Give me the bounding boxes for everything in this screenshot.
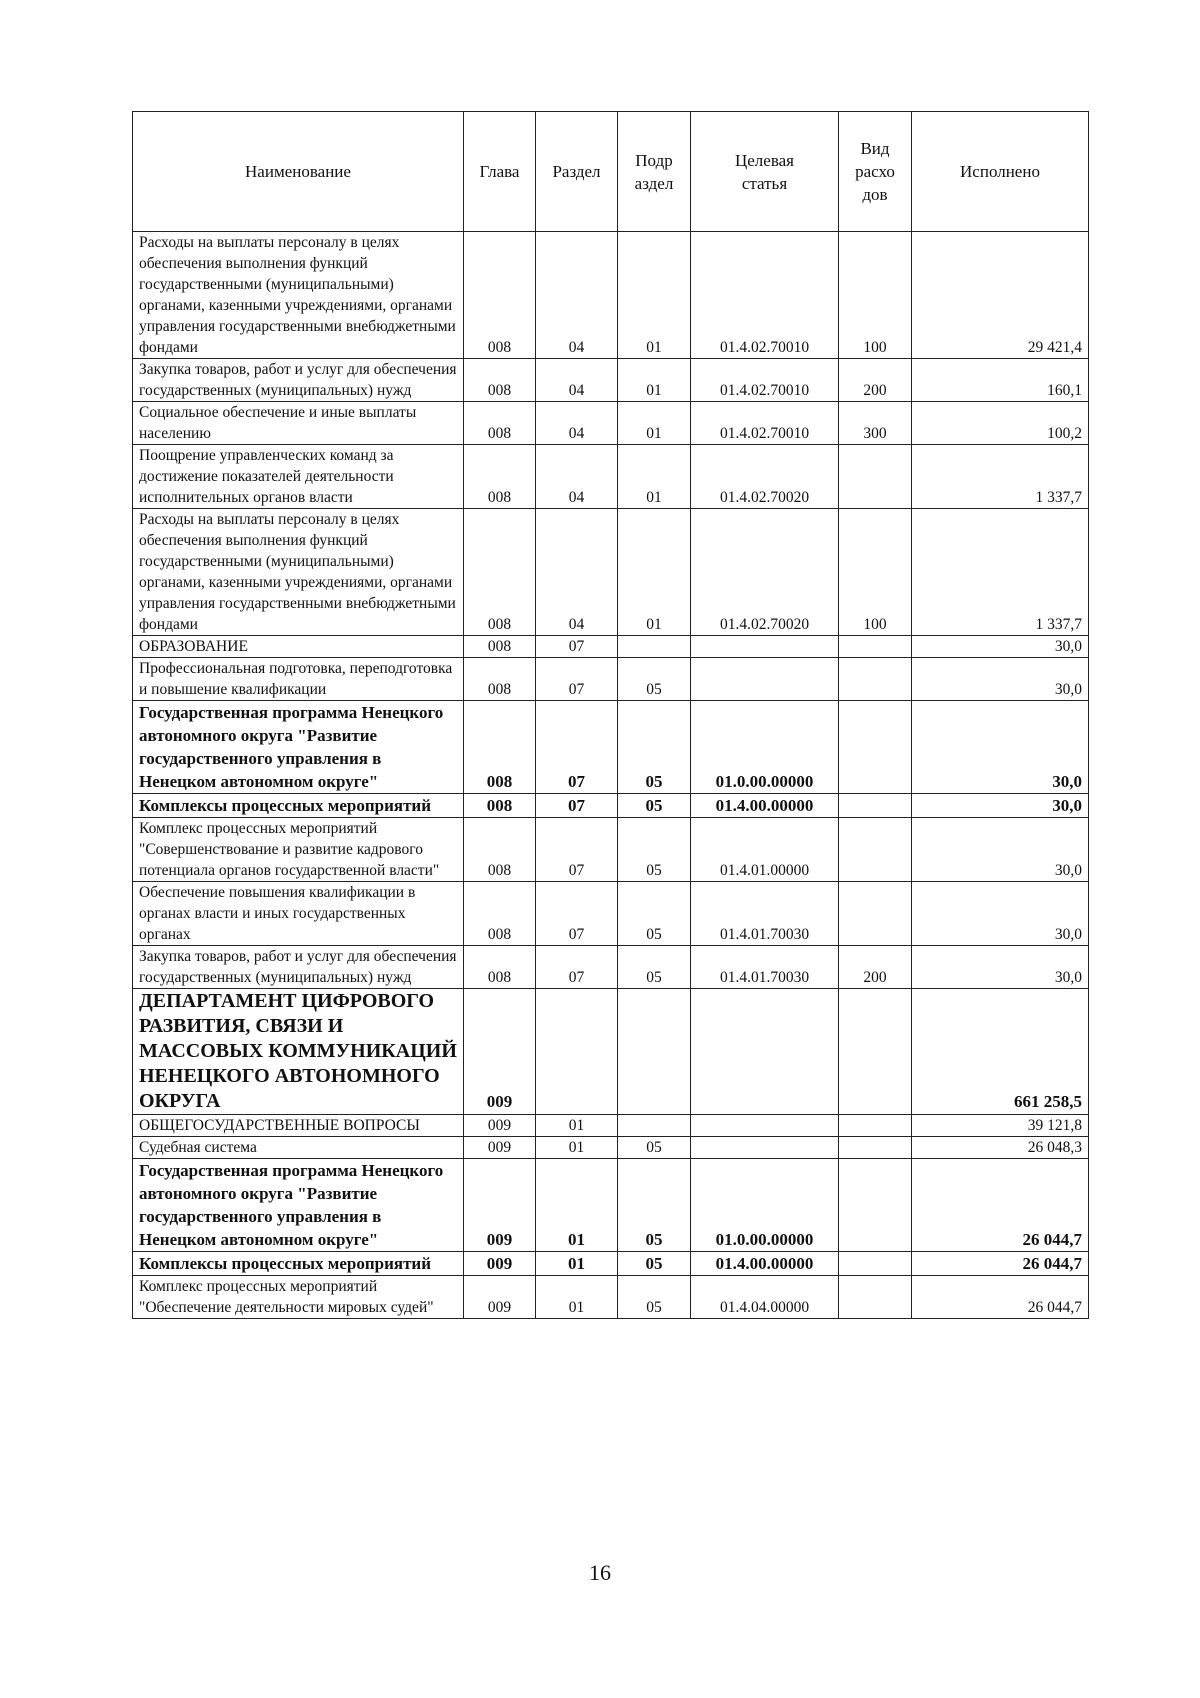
row-executed: 29 421,4 [912, 232, 1089, 359]
row-expense-type [839, 794, 912, 818]
row-subsection: 05 [618, 658, 691, 701]
row-section: 01 [536, 1159, 618, 1252]
row-name: Обеспечение повышения квалификации в органах власти и иных государственных органах [133, 882, 464, 946]
row-expense-type [839, 1159, 912, 1252]
row-section: 01 [536, 1137, 618, 1159]
row-subsection: 05 [618, 946, 691, 989]
row-executed: 30,0 [912, 882, 1089, 946]
row-subsection: 05 [618, 882, 691, 946]
row-expense-type [839, 445, 912, 509]
row-expense-type: 300 [839, 402, 912, 445]
row-chapter: 009 [464, 1252, 536, 1276]
row-section: 04 [536, 445, 618, 509]
row-executed: 100,2 [912, 402, 1089, 445]
table-row [133, 445, 1089, 509]
row-executed: 30,0 [912, 701, 1089, 794]
row-section: 07 [536, 658, 618, 701]
table-row [133, 882, 1089, 946]
header-target: Целевая статья [691, 112, 839, 232]
row-name: Закупка товаров, работ и услуг для обеспечения государственных (муниципальных) нужд [133, 359, 464, 402]
row-section: 04 [536, 509, 618, 636]
row-expense-type: 100 [839, 232, 912, 359]
row-subsection: 05 [618, 794, 691, 818]
row-subsection: 01 [618, 509, 691, 636]
row-target [691, 658, 839, 701]
header-chapter: Глава [464, 112, 536, 232]
row-target: 01.4.01.00000 [691, 818, 839, 882]
table-row [133, 1252, 1089, 1276]
row-chapter: 008 [464, 402, 536, 445]
row-executed: 160,1 [912, 359, 1089, 402]
header-executed: Исполнено [912, 112, 1089, 232]
row-executed: 661 258,5 [912, 989, 1089, 1115]
row-name: ДЕПАРТАМЕНТ ЦИФРОВОГО РАЗВИТИЯ, СВЯЗИ И МАССОВЫХ КОММУНИКАЦИЙ НЕНЕЦКОГО АВТОНОМНОГО ОКРУГА [133, 989, 464, 1115]
row-chapter: 008 [464, 946, 536, 989]
row-chapter: 009 [464, 989, 536, 1115]
row-name: Комплексы процессных мероприятий [133, 1252, 464, 1276]
row-subsection: 05 [618, 1159, 691, 1252]
table-row [133, 794, 1089, 818]
row-subsection: 01 [618, 402, 691, 445]
row-subsection: 05 [618, 818, 691, 882]
row-executed: 30,0 [912, 636, 1089, 658]
row-section: 07 [536, 882, 618, 946]
row-target: 01.0.00.00000 [691, 1159, 839, 1252]
row-executed: 30,0 [912, 794, 1089, 818]
row-chapter: 008 [464, 882, 536, 946]
table-row [133, 402, 1089, 445]
row-subsection [618, 636, 691, 658]
row-executed: 30,0 [912, 658, 1089, 701]
table-row [133, 359, 1089, 402]
row-expense-type [839, 882, 912, 946]
row-subsection: 05 [618, 701, 691, 794]
row-chapter: 008 [464, 359, 536, 402]
table-row [133, 1137, 1089, 1159]
table-row [133, 818, 1089, 882]
row-name: Закупка товаров, работ и услуг для обеспечения государственных (муниципальных) нужд [133, 946, 464, 989]
table-row [133, 989, 1089, 1115]
row-target: 01.4.01.70030 [691, 946, 839, 989]
row-chapter: 008 [464, 658, 536, 701]
row-name: Государственная программа Ненецкого автономного округа "Развитие государственного управления в Ненецком автономном округе" [133, 1159, 464, 1252]
row-chapter: 008 [464, 818, 536, 882]
row-section: 07 [536, 636, 618, 658]
budget-table [132, 111, 1089, 1319]
row-name: Профессиональная подготовка, переподготовка и повышение квалификации [133, 658, 464, 701]
table-row [133, 232, 1089, 359]
row-subsection: 05 [618, 1276, 691, 1319]
row-chapter: 008 [464, 232, 536, 359]
row-target: 01.4.02.70010 [691, 232, 839, 359]
row-target: 01.4.02.70020 [691, 445, 839, 509]
row-expense-type [839, 1252, 912, 1276]
table-row [133, 1276, 1089, 1319]
row-target [691, 989, 839, 1115]
row-section: 01 [536, 1276, 618, 1319]
row-chapter: 009 [464, 1159, 536, 1252]
row-subsection: 01 [618, 359, 691, 402]
row-section: 01 [536, 1115, 618, 1137]
row-name: Социальное обеспечение и иные выплаты населению [133, 402, 464, 445]
row-subsection: 05 [618, 1252, 691, 1276]
row-chapter: 009 [464, 1137, 536, 1159]
row-executed: 26 044,7 [912, 1159, 1089, 1252]
row-target [691, 1115, 839, 1137]
row-target: 01.4.01.70030 [691, 882, 839, 946]
row-target [691, 636, 839, 658]
row-executed: 26 048,3 [912, 1137, 1089, 1159]
row-section: 07 [536, 946, 618, 989]
row-section: 07 [536, 701, 618, 794]
row-name: Расходы на выплаты персоналу в целях обеспечения выполнения функций государственными (муниципальными) органами, казенными учреждениями, органами управления государственными внебюджетными фондами [133, 232, 464, 359]
row-executed: 1 337,7 [912, 445, 1089, 509]
row-executed: 26 044,7 [912, 1252, 1089, 1276]
header-subsection: Подр аздел [618, 112, 691, 232]
row-subsection: 05 [618, 1137, 691, 1159]
table-row [133, 1115, 1089, 1137]
row-target: 01.4.00.00000 [691, 1252, 839, 1276]
header-name: Наименование [133, 112, 464, 232]
row-chapter: 009 [464, 1115, 536, 1137]
row-expense-type [839, 818, 912, 882]
row-target: 01.0.00.00000 [691, 701, 839, 794]
header-expense-type: Вид расхо дов [839, 112, 912, 232]
row-chapter: 008 [464, 509, 536, 636]
row-expense-type: 100 [839, 509, 912, 636]
row-subsection [618, 1115, 691, 1137]
row-chapter: 008 [464, 636, 536, 658]
row-name: Поощрение управленческих команд за достижение показателей деятельности исполнительных органов власти [133, 445, 464, 509]
row-section: 07 [536, 818, 618, 882]
row-target: 01.4.02.70010 [691, 359, 839, 402]
row-expense-type [839, 701, 912, 794]
row-name: Судебная система [133, 1137, 464, 1159]
row-expense-type [839, 989, 912, 1115]
table-row [133, 509, 1089, 636]
row-name: ОБЩЕГОСУДАРСТВЕННЫЕ ВОПРОСЫ [133, 1115, 464, 1137]
row-name: ОБРАЗОВАНИЕ [133, 636, 464, 658]
header-row [133, 112, 1089, 232]
row-chapter: 009 [464, 1276, 536, 1319]
row-target: 01.4.02.70010 [691, 402, 839, 445]
row-chapter: 008 [464, 445, 536, 509]
row-target [691, 1137, 839, 1159]
row-executed: 1 337,7 [912, 509, 1089, 636]
row-section: 01 [536, 1252, 618, 1276]
row-expense-type: 200 [839, 946, 912, 989]
row-name: Расходы на выплаты персоналу в целях обеспечения выполнения функций государственными (муниципальными) органами, казенными учреждениями, органами управления государственными внебюджетными фондами [133, 509, 464, 636]
table-row [133, 1159, 1089, 1252]
row-name: Комплексы процессных мероприятий [133, 794, 464, 818]
row-name: Комплекс процессных мероприятий "Обеспечение деятельности мировых судей" [133, 1276, 464, 1319]
row-expense-type: 200 [839, 359, 912, 402]
row-target: 01.4.00.00000 [691, 794, 839, 818]
row-section [536, 989, 618, 1115]
row-executed: 39 121,8 [912, 1115, 1089, 1137]
header-section: Раздел [536, 112, 618, 232]
table-row [133, 946, 1089, 989]
row-target: 01.4.02.70020 [691, 509, 839, 636]
row-name: Комплекс процессных мероприятий "Совершенствование и развитие кадрового потенциала органов государственной власти" [133, 818, 464, 882]
page-number: 16 [589, 1560, 611, 1585]
row-expense-type [839, 658, 912, 701]
row-section: 04 [536, 359, 618, 402]
table-row [133, 636, 1089, 658]
row-executed: 30,0 [912, 946, 1089, 989]
row-executed: 26 044,7 [912, 1276, 1089, 1319]
row-chapter: 008 [464, 701, 536, 794]
row-section: 04 [536, 232, 618, 359]
row-expense-type [839, 1276, 912, 1319]
row-chapter: 008 [464, 794, 536, 818]
row-subsection: 01 [618, 232, 691, 359]
row-subsection: 01 [618, 445, 691, 509]
row-expense-type [839, 636, 912, 658]
row-expense-type [839, 1115, 912, 1137]
row-executed: 30,0 [912, 818, 1089, 882]
table-row [133, 658, 1089, 701]
row-target: 01.4.04.00000 [691, 1276, 839, 1319]
row-section: 04 [536, 402, 618, 445]
row-name: Государственная программа Ненецкого автономного округа "Развитие государственного управления в Ненецком автономном округе" [133, 701, 464, 794]
row-subsection [618, 989, 691, 1115]
row-section: 07 [536, 794, 618, 818]
table-row [133, 701, 1089, 794]
row-expense-type [839, 1137, 912, 1159]
